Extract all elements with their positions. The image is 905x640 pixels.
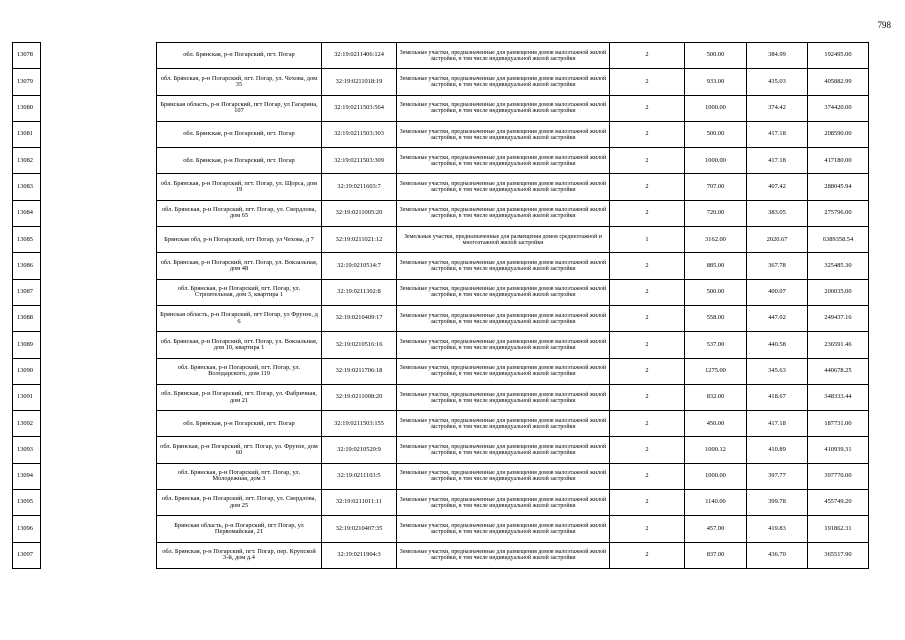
empty-cell bbox=[41, 463, 157, 489]
land-purpose-cell: Земельные участки, предназначенные для размещения домов малоэтажной жилой застройки, в том числе индивидуальной жилой застройки bbox=[397, 121, 610, 147]
land-purpose-cell: Земельные участки, предназначенные для размещения домов малоэтажной жилой застройки, в том числе индивидуальной жилой застройки bbox=[397, 358, 610, 384]
land-purpose-cell: Земельные участки, предназначенные для размещения домов малоэтажной жилой застройки, в том числе индивидуальной жилой застройки bbox=[397, 95, 610, 121]
area-cell: 1140.00 bbox=[685, 490, 747, 516]
row-number-cell: 13090 bbox=[13, 358, 41, 384]
cadastral-value-cell: 236591.46 bbox=[808, 332, 869, 358]
cadastral-number-cell: 32:19:0211406:124 bbox=[322, 43, 397, 69]
table-row bbox=[13, 121, 869, 147]
table-row bbox=[13, 227, 869, 253]
row-number-cell: 13091 bbox=[13, 384, 41, 410]
area-cell: 1000.00 bbox=[685, 463, 747, 489]
table-row bbox=[13, 279, 869, 305]
cadastral-value-cell: 288045.94 bbox=[808, 174, 869, 200]
cadastral-value-cell: 192495.00 bbox=[808, 43, 869, 69]
empty-cell bbox=[41, 358, 157, 384]
rate-cell: 384.99 bbox=[747, 43, 808, 69]
address-cell: обл. Брянская, р-н Погарский, пгт. Погар, ул. Молодежная, дом 3 bbox=[157, 463, 322, 489]
group-cell: 2 bbox=[610, 148, 685, 174]
cadastral-value-cell: 208590.00 bbox=[808, 121, 869, 147]
cadastral-number-cell: 32:19:0211005:20 bbox=[322, 200, 397, 226]
table-row bbox=[13, 305, 869, 331]
rate-cell: 410.89 bbox=[747, 437, 808, 463]
group-cell: 2 bbox=[610, 384, 685, 410]
group-cell: 2 bbox=[610, 332, 685, 358]
cadastral-value-cell: 249437.16 bbox=[808, 305, 869, 331]
rate-cell: 417.18 bbox=[747, 411, 808, 437]
group-cell: 2 bbox=[610, 69, 685, 95]
cadastral-value-cell: 417180.00 bbox=[808, 148, 869, 174]
rate-cell: 407.42 bbox=[747, 174, 808, 200]
area-cell: 450.00 bbox=[685, 411, 747, 437]
empty-cell bbox=[41, 121, 157, 147]
cadastral-number-cell: 32:19:0211008:20 bbox=[322, 384, 397, 410]
land-purpose-cell: Земельные участки, предназначенные для размещения домов малоэтажной жилой застройки, в том числе индивидуальной жилой застройки bbox=[397, 69, 610, 95]
rate-cell: 436.70 bbox=[747, 542, 808, 568]
empty-cell bbox=[41, 174, 157, 200]
area-cell: 1275.00 bbox=[685, 358, 747, 384]
row-number-cell: 13087 bbox=[13, 279, 41, 305]
table-row bbox=[13, 43, 869, 69]
empty-cell bbox=[41, 384, 157, 410]
land-purpose-cell: Земельные участки, предназначенные для размещения домов малоэтажной жилой застройки, в том числе индивидуальной жилой застройки bbox=[397, 437, 610, 463]
rate-cell: 397.77 bbox=[747, 463, 808, 489]
rate-cell: 417.18 bbox=[747, 121, 808, 147]
address-cell: Брянская область, р-н Погарский, пгт Погар, ул Гагарина, 107 bbox=[157, 95, 322, 121]
cadastral-number-cell: 32:19:0211904:3 bbox=[322, 542, 397, 568]
row-number-cell: 13085 bbox=[13, 227, 41, 253]
empty-cell bbox=[41, 69, 157, 95]
address-cell: Брянская обл, р-н Погарский, пгт Погар, ул Чехова, д 7 bbox=[157, 227, 322, 253]
row-number-cell: 13082 bbox=[13, 148, 41, 174]
group-cell: 1 bbox=[610, 227, 685, 253]
table-row bbox=[13, 516, 869, 542]
cadastral-number-cell: 32:19:0210409:17 bbox=[322, 305, 397, 331]
empty-cell bbox=[41, 200, 157, 226]
empty-cell bbox=[41, 542, 157, 568]
row-number-cell: 13095 bbox=[13, 490, 41, 516]
table-row bbox=[13, 200, 869, 226]
row-number-cell: 13097 bbox=[13, 542, 41, 568]
land-purpose-cell: Земельные участки, предназначенные для размещения домов малоэтажной жилой застройки, в том числе индивидуальной жилой застройки bbox=[397, 332, 610, 358]
land-purpose-cell: Земельные участки, предназначенные для размещения домов малоэтажной жилой застройки, в том числе индивидуальной жилой застройки bbox=[397, 253, 610, 279]
address-cell: обл. Брянская, р-н Погарский, пгт. Погар, ул. Фрунзе, дом 60 bbox=[157, 437, 322, 463]
land-purpose-cell: Земельные участки, предназначенные для размещения домов малоэтажной жилой застройки, в том числе индивидуальной жилой застройки bbox=[397, 490, 610, 516]
table-row bbox=[13, 358, 869, 384]
group-cell: 2 bbox=[610, 279, 685, 305]
row-number-cell: 13079 bbox=[13, 69, 41, 95]
page-number: 798 bbox=[877, 20, 891, 30]
address-cell: обл. Брянская, р-н Погарский, пгт. Погар bbox=[157, 121, 322, 147]
address-cell: обл. Брянская, р-н Погарский, пгт. Погар bbox=[157, 43, 322, 69]
group-cell: 2 bbox=[610, 253, 685, 279]
area-cell: 3162.00 bbox=[685, 227, 747, 253]
address-cell: обл. Брянская, р-н Погарский, пгт. Погар, ул. Володарского, дом 119 bbox=[157, 358, 322, 384]
empty-cell bbox=[41, 411, 157, 437]
cadastral-value-cell: 348333.44 bbox=[808, 384, 869, 410]
empty-cell bbox=[41, 148, 157, 174]
area-cell: 558.00 bbox=[685, 305, 747, 331]
cadastral-number-cell: 32:19:0211103:5 bbox=[322, 463, 397, 489]
table-row bbox=[13, 463, 869, 489]
area-cell: 1000.12 bbox=[685, 437, 747, 463]
cadastral-number-cell: 32:19:0210520:9 bbox=[322, 437, 397, 463]
empty-cell bbox=[41, 95, 157, 121]
empty-cell bbox=[41, 253, 157, 279]
rate-cell: 367.78 bbox=[747, 253, 808, 279]
rate-cell: 400.07 bbox=[747, 279, 808, 305]
rate-cell: 435.03 bbox=[747, 69, 808, 95]
row-number-cell: 13096 bbox=[13, 516, 41, 542]
land-purpose-cell: Земельные участки, предназначенные для размещения домов малоэтажной жилой застройки, в том числе индивидуальной жилой застройки bbox=[397, 200, 610, 226]
address-cell: обл. Брянская, р-н Погарский, пгт. Погар bbox=[157, 148, 322, 174]
land-purpose-cell: Земельные участки, предназначенные для размещения домов малоэтажной жилой застройки, в том числе индивидуальной жилой застройки bbox=[397, 148, 610, 174]
group-cell: 2 bbox=[610, 437, 685, 463]
cadastral-number-cell: 32:19:0211706:18 bbox=[322, 358, 397, 384]
land-purpose-cell: Земельные участки, предназначенные для размещения домов малоэтажной жилой застройки, в том числе индивидуальной жилой застройки bbox=[397, 384, 610, 410]
area-cell: 500.00 bbox=[685, 121, 747, 147]
cadastral-value-cell: 440678.25 bbox=[808, 358, 869, 384]
cadastral-number-cell: 32:19:0211503:303 bbox=[322, 121, 397, 147]
group-cell: 2 bbox=[610, 95, 685, 121]
cadastral-value-cell: 6389358.54 bbox=[808, 227, 869, 253]
row-number-cell: 13081 bbox=[13, 121, 41, 147]
rate-cell: 383.05 bbox=[747, 200, 808, 226]
area-cell: 832.00 bbox=[685, 384, 747, 410]
area-cell: 1000.00 bbox=[685, 95, 747, 121]
area-cell: 885.00 bbox=[685, 253, 747, 279]
row-number-cell: 13078 bbox=[13, 43, 41, 69]
cadastral-value-cell: 325485.30 bbox=[808, 253, 869, 279]
address-cell: обл. Брянская, р-н Погарский, пгт. Погар, ул. Вокзальная, дом 48 bbox=[157, 253, 322, 279]
empty-cell bbox=[41, 279, 157, 305]
cadastral-value-cell: 397770.00 bbox=[808, 463, 869, 489]
row-number-cell: 13092 bbox=[13, 411, 41, 437]
area-cell: 933.00 bbox=[685, 69, 747, 95]
table-row bbox=[13, 332, 869, 358]
cadastral-number-cell: 32:19:0211603:7 bbox=[322, 174, 397, 200]
cadastral-number-cell: 32:19:0211503:564 bbox=[322, 95, 397, 121]
table-body bbox=[13, 43, 869, 569]
cadastral-number-cell: 32:19:0210514:7 bbox=[322, 253, 397, 279]
empty-cell bbox=[41, 227, 157, 253]
cadastral-number-cell: 32:19:0211503:155 bbox=[322, 411, 397, 437]
land-purpose-cell: Земельные участки, предназначенные для размещения домов малоэтажной жилой застройки, в том числе индивидуальной жилой застройки bbox=[397, 43, 610, 69]
row-number-cell: 13094 bbox=[13, 463, 41, 489]
land-purpose-cell: Земельные участки, предназначенные для размещения домов малоэтажной жилой застройки, в том числе индивидуальной жилой застройки bbox=[397, 542, 610, 568]
cadastral-value-cell: 405882.99 bbox=[808, 69, 869, 95]
row-number-cell: 13086 bbox=[13, 253, 41, 279]
group-cell: 2 bbox=[610, 174, 685, 200]
address-cell: обл. Брянская, р-н Погарский, пгт. Погар, ул. Чехова, дом 35 bbox=[157, 69, 322, 95]
cadastral-value-cell: 187731.00 bbox=[808, 411, 869, 437]
group-cell: 2 bbox=[610, 516, 685, 542]
cadastral-value-cell: 455749.20 bbox=[808, 490, 869, 516]
table-row bbox=[13, 411, 869, 437]
address-cell: обл. Брянская, р-н Погарский, пгт. Погар, ул. Строительная, дом 3, квартира 1 bbox=[157, 279, 322, 305]
area-cell: 457.00 bbox=[685, 516, 747, 542]
cadastral-value-cell: 374420.00 bbox=[808, 95, 869, 121]
area-cell: 500.00 bbox=[685, 279, 747, 305]
table-row bbox=[13, 253, 869, 279]
area-cell: 500.00 bbox=[685, 43, 747, 69]
group-cell: 2 bbox=[610, 490, 685, 516]
table-row bbox=[13, 95, 869, 121]
address-cell: обл. Брянская, р-н Погарский, пгт. Погар, ул. Фабричная, дом 21 bbox=[157, 384, 322, 410]
rate-cell: 399.78 bbox=[747, 490, 808, 516]
cadastral-number-cell: 32:19:0211302:8 bbox=[322, 279, 397, 305]
area-cell: 720.00 bbox=[685, 200, 747, 226]
table-row bbox=[13, 384, 869, 410]
cadastral-value-cell: 365517.90 bbox=[808, 542, 869, 568]
row-number-cell: 13084 bbox=[13, 200, 41, 226]
cadastral-value-cell: 275796.00 bbox=[808, 200, 869, 226]
cadastral-value-cell: 200035.00 bbox=[808, 279, 869, 305]
cadastral-number-cell: 32:19:0211018:19 bbox=[322, 69, 397, 95]
group-cell: 2 bbox=[610, 305, 685, 331]
land-purpose-cell: Земельные участки, предназначенные для размещения домов среднеэтажной и многоэтажной жилой застройки bbox=[397, 227, 610, 253]
area-cell: 537.00 bbox=[685, 332, 747, 358]
land-purpose-cell: Земельные участки, предназначенные для размещения домов малоэтажной жилой застройки, в том числе индивидуальной жилой застройки bbox=[397, 279, 610, 305]
cadastral-number-cell: 32:19:0211503:309 bbox=[322, 148, 397, 174]
rate-cell: 419.83 bbox=[747, 516, 808, 542]
rate-cell: 418.67 bbox=[747, 384, 808, 410]
area-cell: 837.00 bbox=[685, 542, 747, 568]
land-purpose-cell: Земельные участки, предназначенные для размещения домов малоэтажной жилой застройки, в том числе индивидуальной жилой застройки bbox=[397, 411, 610, 437]
land-purpose-cell: Земельные участки, предназначенные для размещения домов малоэтажной жилой застройки, в том числе индивидуальной жилой застройки bbox=[397, 305, 610, 331]
cadastral-value-cell: 410939.31 bbox=[808, 437, 869, 463]
group-cell: 2 bbox=[610, 121, 685, 147]
row-number-cell: 13088 bbox=[13, 305, 41, 331]
rate-cell: 447.02 bbox=[747, 305, 808, 331]
group-cell: 2 bbox=[610, 542, 685, 568]
row-number-cell: 13093 bbox=[13, 437, 41, 463]
rate-cell: 440.58 bbox=[747, 332, 808, 358]
cadastral-number-cell: 32:19:0211021:12 bbox=[322, 227, 397, 253]
rate-cell: 345.63 bbox=[747, 358, 808, 384]
cadastral-number-cell: 32:19:0211011:11 bbox=[322, 490, 397, 516]
address-cell: обл. Брянская, р-н Погарский, пгт. Погар, ул. Щорса, дом 19 bbox=[157, 174, 322, 200]
rate-cell: 2020.67 bbox=[747, 227, 808, 253]
row-number-cell: 13080 bbox=[13, 95, 41, 121]
address-cell: Брянская область, р-н Погарский, пгт Погар, ул Первомайская, 21 bbox=[157, 516, 322, 542]
address-cell: обл. Брянская, р-н Погарский, пгт. Погар, ул. Свердлова, дом 25 bbox=[157, 490, 322, 516]
group-cell: 2 bbox=[610, 411, 685, 437]
group-cell: 2 bbox=[610, 200, 685, 226]
land-purpose-cell: Земельные участки, предназначенные для размещения домов малоэтажной жилой застройки, в том числе индивидуальной жилой застройки bbox=[397, 516, 610, 542]
address-cell: Брянская область, р-н Погарский, пгт Погар, ул Фрунзе, д 6 bbox=[157, 305, 322, 331]
row-number-cell: 13089 bbox=[13, 332, 41, 358]
table-row bbox=[13, 148, 869, 174]
table-row bbox=[13, 174, 869, 200]
empty-cell bbox=[41, 490, 157, 516]
address-cell: обл. Брянская, р-н Погарский, пгт. Погар, ул. Свердлова, дом 65 bbox=[157, 200, 322, 226]
address-cell: обл. Брянская, р-н Погарский, пгт. Погар bbox=[157, 411, 322, 437]
row-number-cell: 13083 bbox=[13, 174, 41, 200]
table-row bbox=[13, 490, 869, 516]
address-cell: обл. Брянская, р-н Погарский, пгт. Погар, пер. Крупской 3-й, дом д.4 bbox=[157, 542, 322, 568]
land-purpose-cell: Земельные участки, предназначенные для размещения домов малоэтажной жилой застройки, в том числе индивидуальной жилой застройки bbox=[397, 463, 610, 489]
empty-cell bbox=[41, 305, 157, 331]
group-cell: 2 bbox=[610, 358, 685, 384]
land-purpose-cell: Земельные участки, предназначенные для размещения домов малоэтажной жилой застройки, в том числе индивидуальной жилой застройки bbox=[397, 174, 610, 200]
cadastral-number-cell: 32:19:0210516:16 bbox=[322, 332, 397, 358]
address-cell: обл. Брянская, р-н Погарский, пгт. Погар, ул. Вокзальная, дом 10, квартира 1 bbox=[157, 332, 322, 358]
land-registry-table bbox=[12, 42, 869, 569]
area-cell: 1000.00 bbox=[685, 148, 747, 174]
rate-cell: 374.42 bbox=[747, 95, 808, 121]
table-row bbox=[13, 542, 869, 568]
rate-cell: 417.18 bbox=[747, 148, 808, 174]
table-row bbox=[13, 437, 869, 463]
empty-cell bbox=[41, 516, 157, 542]
empty-cell bbox=[41, 332, 157, 358]
area-cell: 707.00 bbox=[685, 174, 747, 200]
empty-cell bbox=[41, 437, 157, 463]
group-cell: 2 bbox=[610, 463, 685, 489]
cadastral-number-cell: 32:19:0210407:35 bbox=[322, 516, 397, 542]
cadastral-value-cell: 191862.31 bbox=[808, 516, 869, 542]
group-cell: 2 bbox=[610, 43, 685, 69]
empty-cell bbox=[41, 43, 157, 69]
table-row bbox=[13, 69, 869, 95]
